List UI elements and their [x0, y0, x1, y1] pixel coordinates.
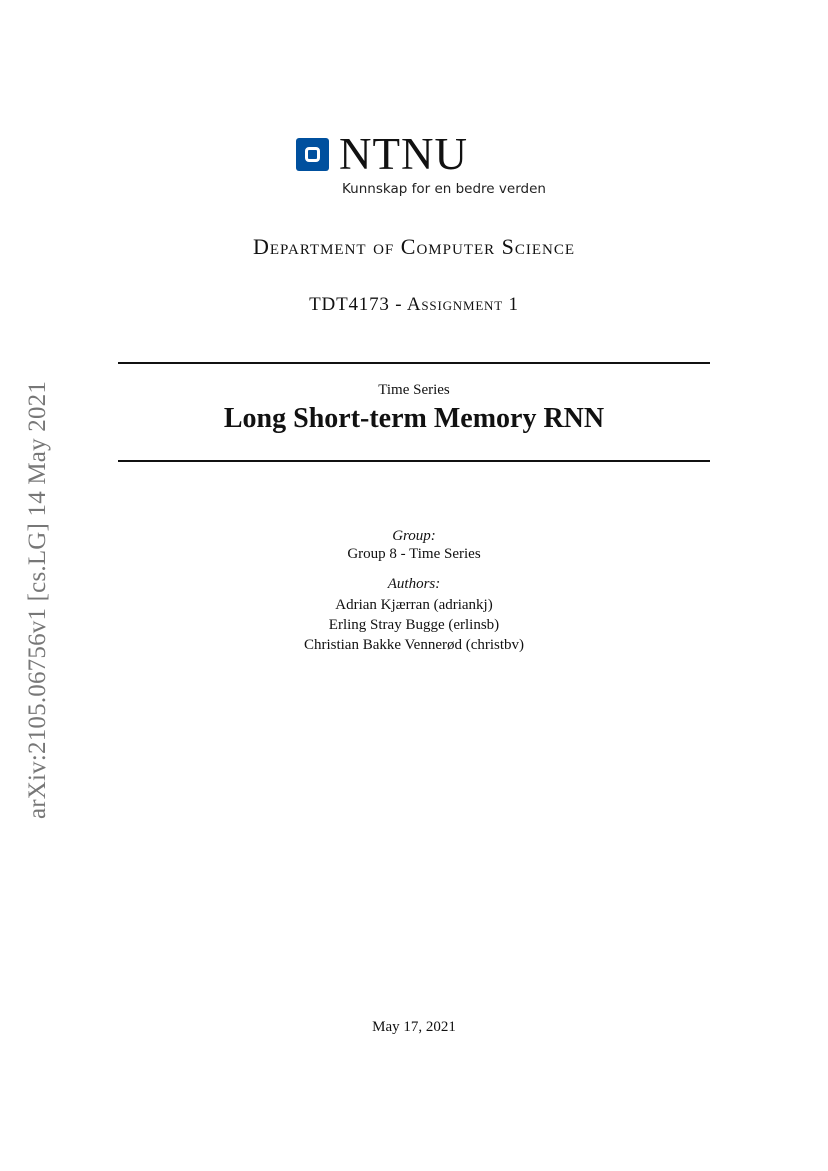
- logo-name: NTNU: [339, 129, 468, 179]
- logo-tagline: Kunnskap for en bedre verden: [342, 181, 546, 197]
- course-heading: TDT4173 - Assignment 1: [309, 294, 519, 315]
- ntnu-logo: [296, 129, 556, 204]
- publication-date: May 17, 2021: [372, 1019, 456, 1035]
- author-item: Christian Bakke Vennerød (christbv): [303, 637, 525, 653]
- author-item: Erling Stray Bugge (erlinsb): [328, 617, 500, 633]
- group-label: Group:: [392, 528, 436, 544]
- title-rule-bottom: [118, 460, 710, 462]
- authors-list: [0, 595, 828, 655]
- ntnu-logo-icon: [296, 138, 329, 171]
- group-name: Group 8 - Time Series: [347, 546, 481, 562]
- paper-title: Long Short-term Memory RNN: [223, 403, 605, 434]
- title-rule-top: [118, 362, 710, 364]
- arxiv-identifier: arXiv:2105.06756v1 [cs.LG] 14 May 2021: [24, 380, 51, 820]
- authors-label: Authors:: [387, 576, 441, 592]
- subject-label: Time Series: [378, 382, 450, 398]
- author-item: Adrian Kjærran (adriankj): [335, 597, 493, 613]
- department-heading: Department of Computer Science: [252, 234, 576, 259]
